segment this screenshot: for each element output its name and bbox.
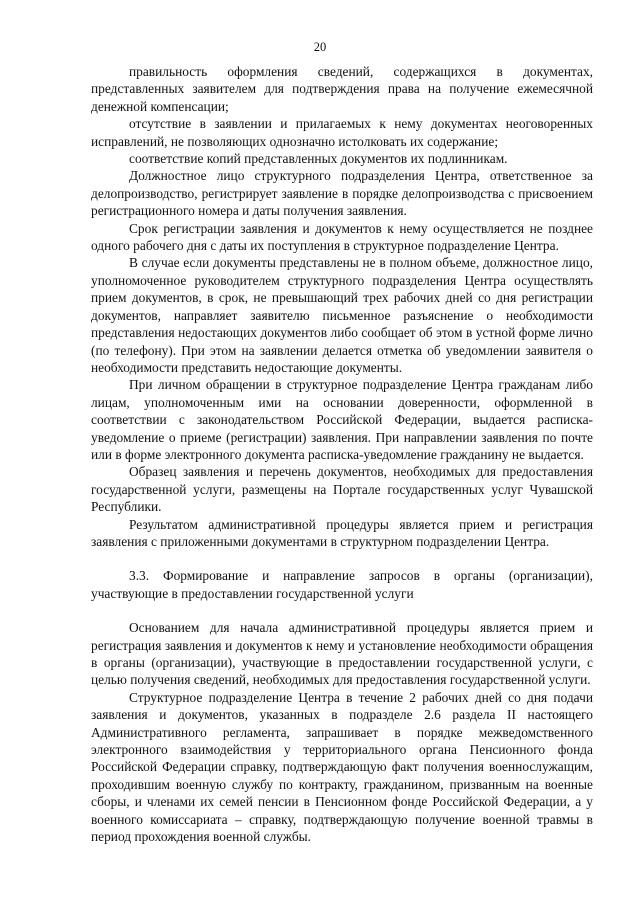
paragraph: правильность оформления сведений, содержащихся в документах, представленных заявителем для подтверждения права на получение ежемесячной денежной компенсации; [91,64,593,114]
paragraph: В случае если документы представлены не в полном объеме, должностное лицо, уполномоченное руководителем структурного подразделения Центра осуществлять прием документов, в срок, не превышающий трех рабочих дней со дня регистрации документов, направляет заявителю письменное разъяснение о необходимости представления недостающих документов либо сообщает об этом в устной форме лично (по телефону). При этом на заявлении делается отметка об уведомлении заявителя о необходимости представить недостающие документы. [91,255,593,375]
paragraph: Должностное лицо структурного подразделения Центра, ответственное за делопроизводство, регистрирует заявление в порядке делопроизводства с присвоением регистрационного номера и даты получения заявления. [91,168,593,219]
paragraph: Основанием для начала административной процедуры является прием и регистрация заявления и документов к нему и установление необходимости обращения в органы (организации), участвующие в предоставлении государственной услуги, с целью получения сведений, необходимых для предоставления государственной услуги. [91,620,593,688]
paragraph: Образец заявления и перечень документов, необходимых для предоставления государственной услуги, размещены на Портале государственных услуг Чувашской Республики. [91,464,593,515]
document-body [91,63,593,845]
paragraph: Результатом административной процедуры является прием и регистрация заявления с приложенными документами в структурном подразделении Центра. [91,516,593,549]
page-number: 20 [313,40,327,54]
paragraph: отсутствие в заявлении и прилагаемых к нему документах неоговоренных исправлений, не позволяющих однозначно истолковать их содержание; [91,116,593,149]
paragraph: 3.3. Формирование и направление запросов в органы (организации), участвующие в предоставлении государственной услуги [91,568,593,601]
paragraph: Структурное подразделение Центра в течение 2 рабочих дней со дня подачи заявления и документов, указанных в подразделе 2.6 раздела II настоящего Административного регламента, запрашивает в порядке межведомственного электронного взаимодействия у территориального органа Пенсионного фонда Российской Федерации справку, подтверждающую факт получения военнослужащим, проходившим военную службу по контракту, гражданином, призванным на военные сборы, и членами их семей пенсии в Пенсионном фонде Российской Федерации, а у военного комиссариата – справку, подтверждающую получение военной травмы в период прохождения военной службы. [91,689,593,845]
paragraph: соответствие копий представленных документов их подлинникам. [129,151,508,167]
paragraph: При личном обращении в структурное подразделение Центра гражданам либо лицам, уполномоченным ими на основании доверенности, оформленной в соответствии с законодательством Российской Федерации, выдается расписка-уведомление о приеме (регистрации) заявления. При направлении заявления по почте или в форме электронного документа расписка-уведомление гражданину не выдается. [91,377,593,462]
paragraph: Срок регистрации заявления и документов к нему осуществляется не позднее одного рабочего дня с даты их поступления в структурное подразделение Центра. [91,220,593,254]
